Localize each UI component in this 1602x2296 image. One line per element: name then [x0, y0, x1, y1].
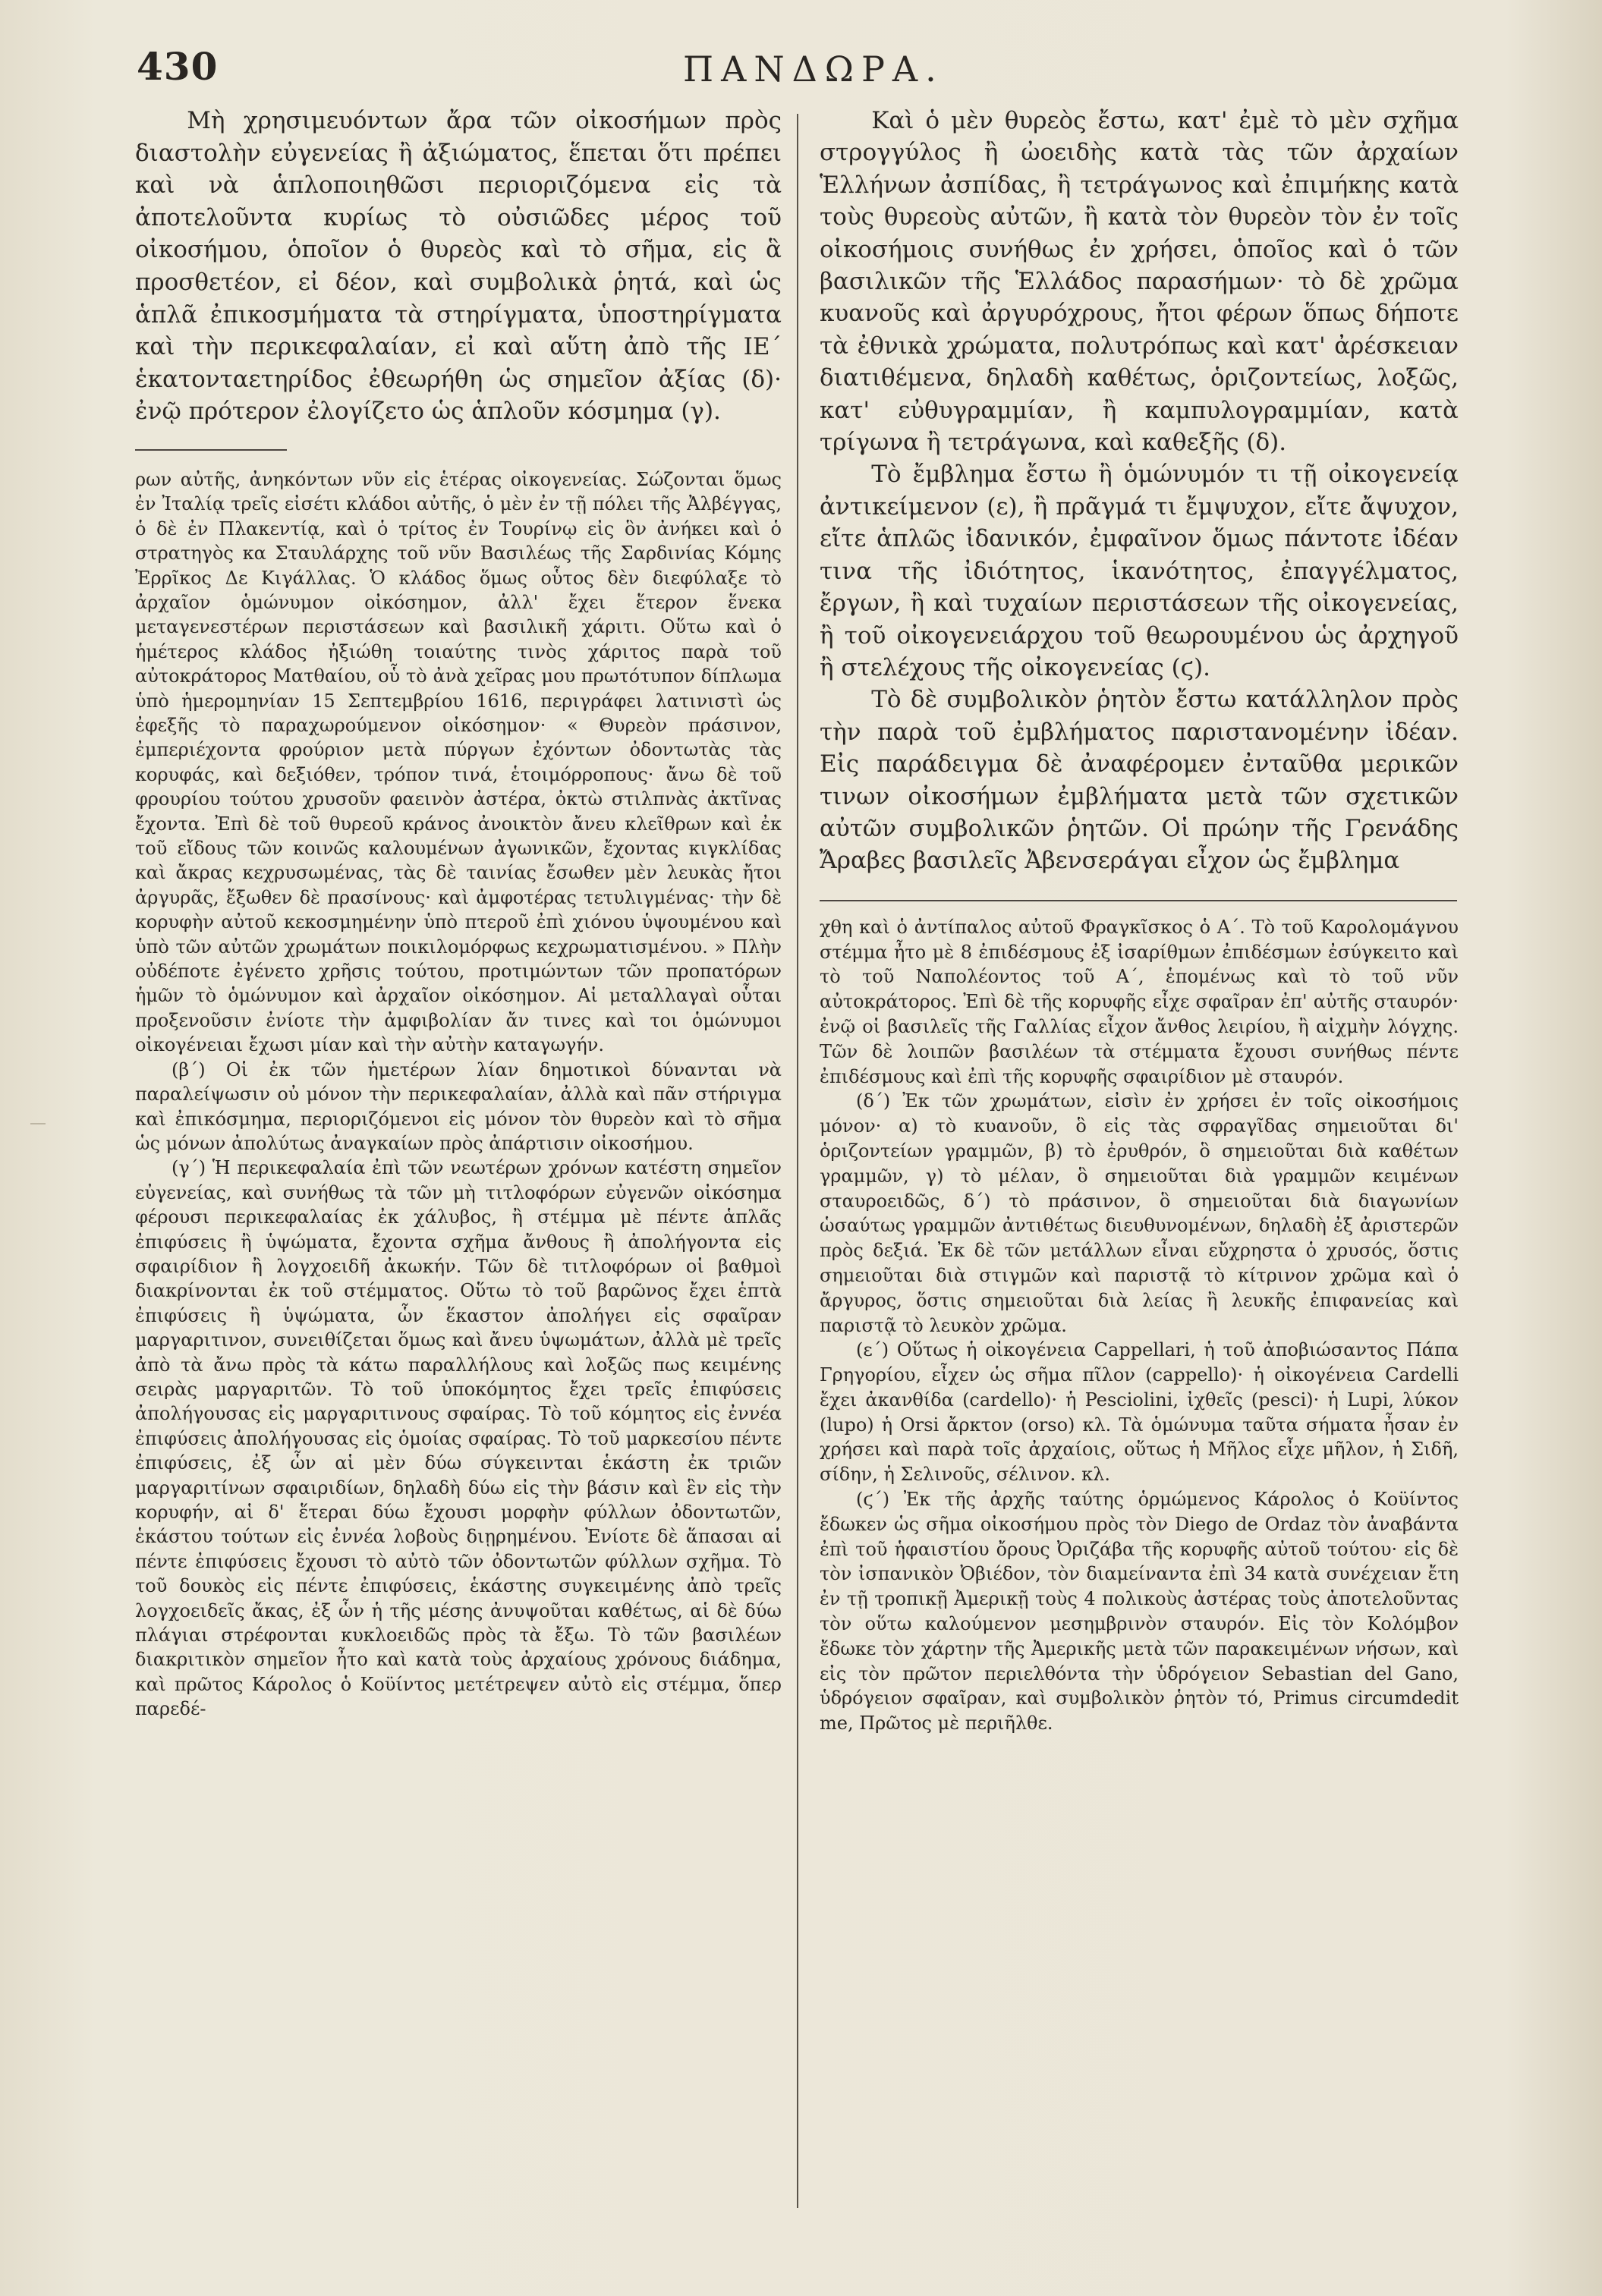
footnote-f: (ϛ΄) Ἐκ τῆς ἀρχῆς ταύτης ὁρμώμενος Κάρολος ὁ Κοϋίντος ἔδωκεν ὡς σῆμα οἰκοσήμου πρὸς τὸν Diego de Ordaz τὸν ἀναβάντα ἐπὶ τοῦ ἡφαιστίου ὄρους Ὀριζάβα τῆς κορυφῆς αὐτοῦ τούτου· εἰς δὲ τὸν ἰσπανικὸν Ὀβιέδον, τὸν διαμείναντα ἐπὶ 34 κατὰ συνέχειαν ἔτη ἐν τῇ τροπικῇ Ἀμερικῇ τοὺς 4 πολικοὺς ἀστέρας τοὺς ἀποτελοῦντας τὸν οὕτω καλούμενον μεσημβρινὸν σταυρόν. Εἰς τὸν Κολόμβον ἔδωκε τὸν χάρτην τῆς Ἀμερικῆς μετὰ τῶν παρακειμένων νήσων, καὶ εἰς τὸν πρῶτον περιελθόντα τὴν ὑδρόγειον Sebastian del Gano, ὑδρόγειον σφαῖραν, καὶ συμβολικὸν ῥητὸν τό, Primus circumdedit me, Πρῶτος μὲ περιῆλθε. [820, 1489, 1459, 1735]
footnote-rule [135, 449, 287, 451]
body-paragraph-emblem: Τὸ ἔμβλημα ἔστω ἢ ὁμώνυμόν τι τῇ οἰκογενείᾳ ἀντικείμενον (ε), ἢ πρᾶγμά τι ἔμψυχον, εἴτε ἄψυχον, εἴτε ἁπλῶς ἰδανικόν, ἐμφαῖνον ὅμως πάντοτε ἰδέαν τινα τῆς ἰδιότητος, ἱκανότητος, ἐπαγγέλματος, ἔργων, ἢ καὶ τυχαίων περιστάσεων τῆς οἰκογενείας, ἢ τοῦ οἰκογενειάρχου τοῦ θεωρουμένου ὡς ἀρχηγοῦ ἢ στελέχους τῆς οἰκογενείας (ϛ). [820, 461, 1459, 681]
body-paragraph: Μὴ χρησιμευόντων ἄρα τῶν οἰκοσήμων πρὸς διαστολὴν εὐγενείας ἢ ἀξιώματος, ἕπεται ὅτι πρέπει καὶ νὰ ἁπλοποιηθῶσι περιοριζόμενα εἰς τὰ ἀποτελοῦντα κυρίως τὸ οὐσιῶδες μέρος τοῦ οἰκοσήμου, ὁποῖον ὁ θυρεὸς καὶ τὸ σῆμα, εἰς ἃ προσθετέον, εἰ δέον, καὶ συμβολικὰ ῥητά, καὶ ὡς ἁπλᾶ ἐπικοσμήματα τὰ στηρίγματα, ὑποστηρίγματα καὶ τὴν περικεφαλαίαν, εἰ καὶ αὕτη ἀπὸ τῆς ΙΕ΄ ἑκατονταετηρίδος ἐθεωρήθη ὡς σημεῖον ἀξίας (δ)· ἐνῷ πρότερον ἐλογίζετο ὡς ἁπλοῦν κόσμημα (γ). [135, 107, 782, 426]
page-header [137, 44, 1472, 105]
right-column [820, 105, 1459, 1736]
body-paragraph-shield: Καὶ ὁ μὲν θυρεὸς ἔστω, κατ' ἐμὲ τὸ μὲν σχῆμα στρογγύλος ἢ ὠοειδὴς κατὰ τὰς τῶν ἀρχαίων Ἑλλήνων ἀσπίδας, ἢ τετράγωνος καὶ ἐπιμήκης κατὰ τοὺς θυρεοὺς αὐτῶν, ἢ κατὰ τὸν θυρεὸν τὸν ἐν τοῖς οἰκοσήμοις συνήθως ἐν χρήσει, ὁποῖος καὶ ὁ τῶν βασιλικῶν τῆς Ἑλλάδος παρασήμων· τὸ δὲ χρῶμα κυανοῦς καὶ ἀργυρόχρους, ἤτοι φέρων ὅπως δήποτε τὰ ἐθνικὰ χρώματα, πολυτρόπως καὶ κατ' ἀρέσκειαν διατιθέμενα, δηλαδὴ καθέτως, ὁριζοντείως, λοξῶς, κατ' εὐθυγραμμίαν, ἢ καμπυλογραμμίαν, κατὰ τρίγωνα ἢ τετράγωνα, καὶ καθεξῆς (δ). [820, 107, 1459, 457]
footnote-e: (ε΄) Οὕτως ἡ οἰκογένεια Cappellari, ἡ τοῦ ἀποβιώσαντος Πάπα Γρηγορίου, εἶχεν ὡς σῆμα πῖλον (cappello)· ἡ οἰκογένεια Cardelli ἔχει ἀκανθίδα (cardello)· ἡ Pesciolini, ἰχθεῖς (pesci)· ἡ Lupi, λύκον (lupo) ἡ Orsi ἄρκτον (orso) κλ. Τὰ ὁμώνυμα ταῦτα σήματα ἦσαν ἐν χρήσει καὶ παρὰ τοῖς ἀρχαίοις, οὕτως ἡ Μῆλος εἶχε μῆλον, ἡ Σιδῆ, σίδην, ἡ Σελινοῦς, σέλινον. κλ. [820, 1339, 1459, 1486]
running-title: ΠΑΝΔΩΡΑ. [683, 49, 944, 90]
footnote-rule [820, 900, 1457, 901]
left-column [135, 105, 782, 1722]
page-number: 430 [137, 44, 219, 89]
footnote-continued: χθη καὶ ὁ ἀντίπαλος αὐτοῦ Φραγκῖσκος ὁ Α΄. Τὸ τοῦ Καρολομάγνου στέμμα ἦτο μὲ 8 ἐπιδέσμους ἐξ ἰσαρίθμων ἐπιδέσμων ἐσύγκειτο καὶ τὸ τοῦ Ναπολέοντος τοῦ Α΄, ἑπομένως καὶ τὸ τοῦ νῦν αὐτοκράτορος. Ἐπὶ δὲ τῆς κορυφῆς εἶχε σφαῖραν ἐπ' αὐτῆς σταυρόν· ἐνῷ οἱ βασιλεῖς τῆς Γαλλίας εἶχον ἄνθος λειρίου, ἢ αἰχμὴν λόγχης. Τῶν δὲ λοιπῶν βασιλέων τὰ στέμματα ἔχουσι συνήθως πέντε ἐπιδέσμους καὶ ἐπὶ τῆς κορυφῆς σφαιρίδιον μὲ σταυρόν. [820, 916, 1459, 1087]
column-divider [797, 114, 798, 2208]
footnote-continued: ρων αὐτῆς, ἀνηκόντων νῦν εἰς ἑτέρας οἰκογενείας. Σώζονται ὅμως ἐν Ἰταλίᾳ τρεῖς εἰσέτι κλάδοι αὐτῆς, ὁ μὲν ἐν τῇ πόλει τῆς Ἀλβέγγας, ὁ δὲ ἐν Πλακεντίᾳ, καὶ ὁ τρίτος ἐν Τουρίνῳ εἰς ὃν ἀνήκει καὶ ὁ στρατηγὸς κα Σταυλάρχης τοῦ νῦν Βασιλέως τῆς Σαρδινίας Κόμης Ἐρρῖκος Δε Κιγάλλας. Ὁ κλάδος ὅμως οὗτος δὲν διεφύλαξε τὸ ἀρχαῖον ὁμώνυμον οἰκόσημον, ἀλλ' ἔχει ἕτερον ἕνεκα μεταγενεστέρων περιστάσεων καὶ βασιλικῆ χάριτι. Οὕτω καὶ ὁ ἡμέτερος κλάδος ἠξιώθη τοιαύτης τινὸς χάριτος παρὰ τοῦ αὐτοκράτορος Ματθαίου, οὗ τὸ ἀνὰ χεῖρας μου πρωτότυπον δίπλωμα ὑπὸ ἡμερομηνίαν 15 Σεπτεμβρίου 1616, περιγράφει λατινιστὶ ὡς ἐφεξῆς τὸ παραχωρούμενον οἰκόσημον· « Θυρεὸν πράσινον, ἐμπεριέχοντα φρούριον μετὰ πύργων ἐχόντων ὀδοντωτὰς τὰς κορυφάς, καὶ δεξιόθεν, τρόπον τινά, ἑτοιμόρροπους· ἄνω δὲ τοῦ φρουρίου τούτου χρυσοῦν φαεινὸν ἀστέρα, ὀκτὼ στιλπνὰς ἀκτῖνας ἔχοντα. Ἐπὶ δὲ τοῦ θυρεοῦ κράνος ἀνοικτὸν ἄνευ κλεῖθρων καὶ ἐκ τοῦ εἴδους τῶν κοινῶς καλουμένων ἀγωνικῶν, ἔχοντας κιγκλίδας καὶ ἄκρας κεχρυσωμένας, τὰς δὲ ταινίας ἔσωθεν μὲν λευκὰς ἤτοι ἀργυρᾶς, ἔξωθεν δὲ πρασίνους· καὶ ἀμφοτέρας τετυλιγμένας· τὴν δὲ κορυφὴν αὐτοῦ κεκοσμημένην ὑπὸ πτεροῦ ἐπὶ χιόνου ὑψουμένου καὶ ὑπὸ τῶν αὐτῶν χρωμάτων ποικιλομόρφως κεχρωματισμένου. » Πλὴν οὐδέποτε ἐγένετο χρῆσις τούτου, προτιμώντων τῶν προπατόρων ἡμῶν τὸ ὁμώνυμον καὶ ἀρχαῖον οἰκόσημον. Αἱ μεταλλαγαὶ οὗται προξενοῦσιν ἐνίοτε τὴν ἀμφιβολίαν ἄν τινες καὶ τοι ὁμώνυμοι οἰκογένειαι ἔχωσι μίαν καὶ τὴν αὐτὴν καταγωγήν. [135, 468, 782, 1056]
footnote-d: (δ΄) Ἐκ τῶν χρωμάτων, εἰσὶν ἐν χρήσει ἐν τοῖς οἰκοσήμοις μόνον· α) τὸ κυανοῦν, ὃ εἰς τὰς σφραγῖδας σημειοῦται δι' ὁριζοντείων γραμμῶν, β) τὸ ἐρυθρόν, ὃ σημειοῦται διὰ καθέτων γραμμῶν, γ) τὸ μέλαν, ὃ σημειοῦται διὰ γραμμῶν κειμένων σταυροειδῶς, δ΄) τὸ πράσινον, ὃ σημειοῦται διὰ διαγωνίων ὡσαύτως γραμμῶν ἀντιθέτως διευθυνομένων, δηλαδὴ ἐξ ἀριστερῶν πρὸς δεξιά. Ἐκ δὲ τῶν μετάλλων εἶναι εὔχρηστα ὁ χρυσός, ὅστις σημειοῦται διὰ στιγμῶν καὶ παριστᾷ τὸ κίτρινον χρῶμα καὶ ὁ ἄργυρος, ὅστις σημειοῦται διὰ λείας ἢ λευκῆς ἐπιφανείας καὶ παριστᾷ τὸ λευκὸν χρῶμα. [820, 1090, 1459, 1336]
footnote-b: (β΄) Οἱ ἐκ τῶν ἡμετέρων λίαν δημοτικοὶ δύνανται νὰ παραλείψωσιν οὐ μόνον τὴν περικεφαλαίαν, ἀλλὰ καὶ πᾶν στήριγμα καὶ ἐπικόσμημα, περιοριζόμενοι εἰς μόνον τὸν θυρεὸν καὶ τὸ σῆμα ὡς μόνων ἀπολύτως ἀναγκαίων πρὸς ἀπάρτισιν οἰκοσήμου. [135, 1058, 782, 1154]
footnote-c: (γ΄) Ἡ περικεφαλαία ἐπὶ τῶν νεωτέρων χρόνων κατέστη σημεῖον εὐγενείας, καὶ συνήθως τὰ τῶν μὴ τιτλοφόρων εὐγενῶν οἰκόσημα φέρουσι περικεφαλαίας ἐκ χάλυβος, ἢ στέμμα μὲ πέντε ἁπλᾶς ἐπιφύσεις ἢ ὑψώματα, ἔχοντα σχῆμα ἄνθους ἢ ἀπολήγοντα εἰς σφαιρίδιον ἢ λογχοειδῆ ἀκωκήν. Τῶν δὲ τιτλοφόρων οἱ βαθμοὶ διακρίνονται ἐκ τοῦ στέμματος. Οὕτω τὸ τοῦ βαρῶνος ἔχει ἑπτὰ ἐπιφύσεις ἢ ὑψώματα, ὧν ἕκαστον ἀπολήγει εἰς σφαῖραν μαργαριτινον, συνειθίζεται ὅμως καὶ ἄνευ ὑψωμάτων, ἀλλὰ μὲ τρεῖς ἀπὸ τὰ ἄνω πρὸς τὰ κάτω παραλλήλους καὶ λοξῶς πως κειμένης σειρὰς μαργαριτῶν. Τὸ τοῦ ὑποκόμητος ἔχει τρεῖς ἐπιφύσεις ἀπολήγουσας εἰς μαργαριτινους σφαίρας. Τὸ τοῦ κόμητος εἰς ἐννέα ἐπιφύσεις ἀπολήγουσας εἰς ὁμοίας σφαίρας. Τὸ τοῦ μαρκεσίου πέντε ἐπιφύσεις, ἐξ ὧν αἱ μὲν δύω σύγκεινται ἑκάστη ἐκ τριῶν μαργαριτίνων σφαιριδίων, δηλαδὴ δύω εἰς τὴν βάσιν καὶ ἓν εἰς τὴν κορυφήν, αἱ δ' ἕτεραι δύω ἔχουσι μορφὴν φύλλων ὀδοντωτῶν, ἑκάστου τούτων εἰς ἐννέα λοβοὺς διῃρημένου. Ἐνίοτε δὲ ἅπασαι αἱ πέντε ἐπιφύσεις ἔχουσι τὸ αὐτὸ τῶν ὀδοντωτῶν φύλλων σχῆμα. Τὸ τοῦ δουκὸς εἰς πέντε ἐπιφύσεις, ἑκάστης συγκειμένης ἀπὸ τρεῖς λογχοειδεῖς ἄκας, ἐξ ὧν ἡ τῆς μέσης ἀνυψοῦται καθέτως, αἱ δὲ δύω πλάγιαι στρέφονται κυκλοειδῶς πρὸς τὰ ἔξω. Τὸ τῶν βασιλέων διακριτικὸν σημεῖον ἦτο καὶ κατὰ τοὺς ἀρχαίους χρόνους διάδημα, καὶ πρῶτος Κάρολος ὁ Κοϋίντος μετέτρεψεν αὐτὸ εἰς στέμμα, ὅπερ παρεδέ- [135, 1157, 782, 1720]
body-paragraph-motto: Τὸ δὲ συμβολικὸν ῥητὸν ἔστω κατάλληλον πρὸς τὴν παρὰ τοῦ ἐμβλήματος παριστανομένην ἰδέαν. Εἰς παράδειγμα δὲ ἀναφέρομεν ἐνταῦθα μερικῶν τινων οἰκοσήμων ἐμβλήματα μετὰ τῶν σχετικῶν αὐτῶν συμβολικῶν ῥητῶν. Οἱ πρώην τῆς Γρενάδης Ἄραβες βασιλεῖς Ἀβενσεράγαι εἶχον ὡς ἔμβλημα [820, 686, 1459, 875]
binding-mark [30, 1123, 46, 1124]
